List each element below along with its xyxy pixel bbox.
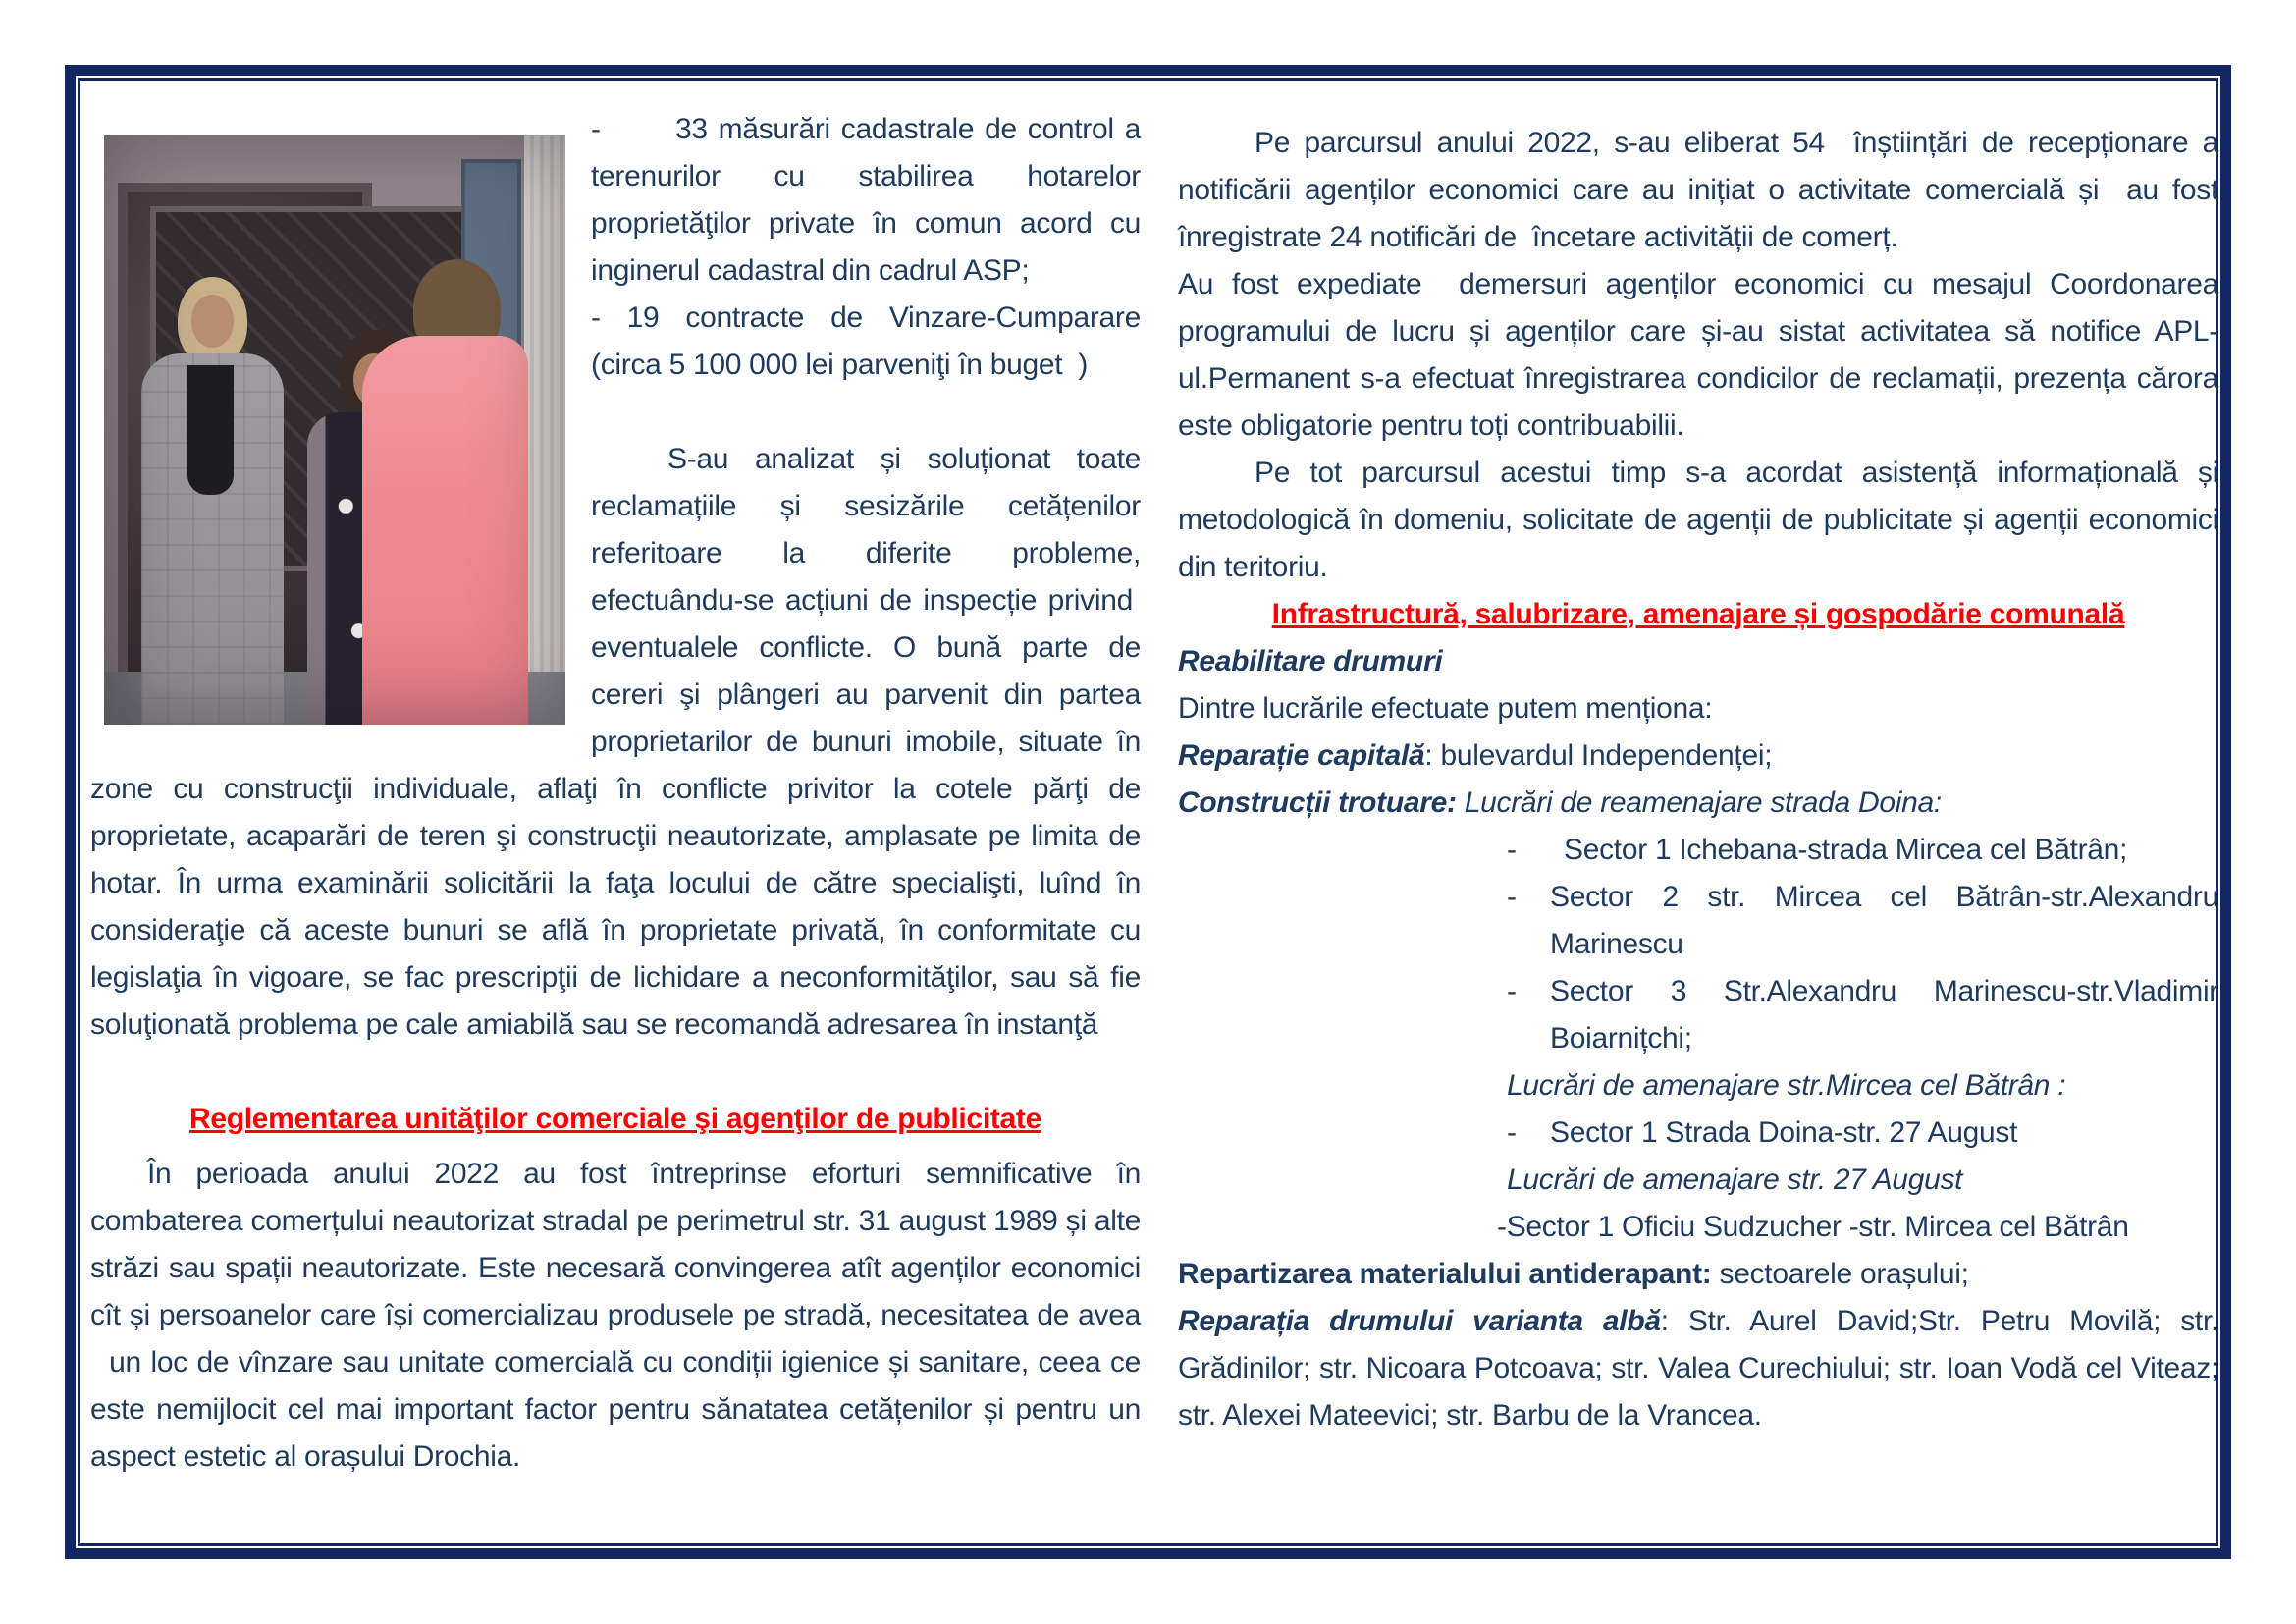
antiskid-line [1178, 1251, 2218, 1298]
capital-repair-line [1178, 732, 2218, 780]
infrastructure-heading: Infrastructură, salubrizare, amenajare și gospodărie comunală [1271, 598, 2125, 630]
commerce-paragraph: În perioada anului 2022 au fost întreprinse eforturi semnificative în combaterea comerțului neautorizat stradal pe perimetrul str. 31 august 1989 și alte străzi sau spații neautorizate. Este necesară convingerea atît agenților economici cît și persoanelor care își comercializau produsele pe stradă, necesitatea de avea un loc de vînzare sau unitate comercială cu condiții igienice și sanitare, ceea ce este nemijlocit cel mai important factor pentru sănatatea cetățenilor și pentru un aspect estetic al orașului Drochia. [90, 1158, 1141, 1473]
works-list-intro: Dintre lucrările efectuate putem menționa: [1178, 692, 1713, 725]
august27-works-line: Lucrări de amenajare str. 27 August [1507, 1164, 1963, 1196]
white-variant-text: : Str. Aurel David;Str. Petru Movilă; str. Grădinilor; str. Nicoara Potcoava; str. Valea Curechiului; str. Ioan Vodă cel Viteaz; str. Alexei Mateevici; str. Barbu de la Vrancea. [1178, 1305, 2219, 1432]
list-item [1507, 968, 2218, 1062]
sale-contracts-item: - 19 contracte de Vinzare-Cumparare (circa 5 100 000 lei parveniţi în buget ) [591, 301, 1141, 381]
cadastral-measures-item: - 33 măsurări cadastrale de control a terenurilor cu stabilirea hotarelor proprietăţilor private în comun acord cu inginerul cadastral din cadrul ASP; [591, 113, 1141, 287]
bullet-dash: - [1507, 1116, 1517, 1149]
demersuri-paragraph: Au fost expediate demersuri agenților economici cu mesajul Coordonarea programului de lucru și agenților care și-au sistat activitatea să notifice APL-ul.Permanent s-a efectuat înregistrarea condicilor de reclamații, prezența cărora este obligatorie pentru toți contribuabilii. [1178, 268, 2218, 442]
list-item [1507, 827, 2218, 874]
sidewalks-label: Construcții trotuare: [1178, 786, 1457, 819]
photo-vignette [104, 135, 565, 725]
bullet-dash: - [1507, 834, 1517, 866]
page-content [80, 81, 2219, 1543]
sidewalks-text: Lucrări de reamenajare strada Doina: [1456, 786, 1942, 819]
white-variant-line [1178, 1298, 2218, 1439]
commerce-regulation-heading: Reglementarea unităţilor comerciale şi agenţilor de publicitate [188, 1103, 1042, 1135]
antiskid-text: sectoarele orașului; [1711, 1258, 1969, 1290]
capital-repair-text: : bulevardul Independenței; [1424, 739, 1773, 772]
bullet-dash: - [1507, 881, 1517, 913]
meeting-photo [104, 135, 565, 725]
claims-paragraph: S-au analizat și soluționat toate reclamațiile și sesizările cetățenilor referitoare la diferite probleme, efectuându-se acțiuni de inspecție privind eventualele conflicte. O bună parte de cereri şi plângeri au parvenit din partea proprietarilor de bunuri imobile, situate în zone cu construcţii individuale, aflaţi în conflicte privitor la cotele părţi de proprietate, acaparări de teren şi construcţii neautorizate, amplasate pe limita de hotar. În urma examinării solicitării la faţa locului de către specialişti, luînd în consideraţie că aceste bunuri se află în proprietate privată, în conformitate cu legislaţia în vigoare, se fac prescripţii de lichidare a neconformităţilor, sau să fie soluţionată problema pe cale amiabilă sau se recomandă adresarea în instanţă [90, 443, 1141, 1041]
road-rehab-subheading [1178, 638, 2218, 685]
mircea-works-line: Lucrări de amenajare str.Mircea cel Bătrân : [1507, 1069, 2066, 1102]
asistenta-paragraph: Pe tot parcursul acestui timp s-a acordat asistență informațională și metodologică în domeniu, solicitate de agenții de publicitate și agenții economici din teritoriu. [1178, 457, 2218, 583]
right-column [1178, 120, 2218, 1439]
bullet-text: Sector 2 str. Mircea cel Bătrân-str.Alexandru Marinescu [1550, 881, 2218, 960]
page-border-inner-line [78, 78, 2218, 1546]
capital-repair-label: Reparație capitală [1178, 739, 1425, 772]
sidewalks-line [1178, 780, 2218, 827]
page-border-frame [65, 65, 2231, 1559]
antiskid-label: Repartizarea materialului antiderapant: [1178, 1258, 1712, 1290]
receptionare-paragraph: Pe parcursul anului 2022, s-au eliberat 54 înștiințări de recepționare a notificării agenților economici care au inițiat o activitate comercială și au fost înregistrate 24 notificări de încetare activității de comerț. [1178, 127, 2218, 253]
list-item [1507, 874, 2218, 968]
bullet-text: Sector 1 Ichebana-strada Mircea cel Bătrân; [1564, 834, 2128, 866]
sudzucher-line: -Sector 1 Oficiu Sudzucher -str. Mircea cel Bătrân [1497, 1211, 2129, 1243]
white-variant-label: Reparația drumului varianta albă [1178, 1305, 1661, 1337]
road-rehab-label: Reabilitare drumuri [1178, 645, 1443, 677]
list-item [1507, 1110, 2218, 1157]
bullet-text: Sector 3 Str.Alexandru Marinescu-str.Vladimir Boiarnițchi; [1550, 975, 2218, 1055]
bullet-dash: - [1507, 975, 1517, 1007]
bullet-text: Sector 1 Strada Doina-str. 27 August [1550, 1116, 2018, 1149]
left-column [90, 106, 1141, 1481]
